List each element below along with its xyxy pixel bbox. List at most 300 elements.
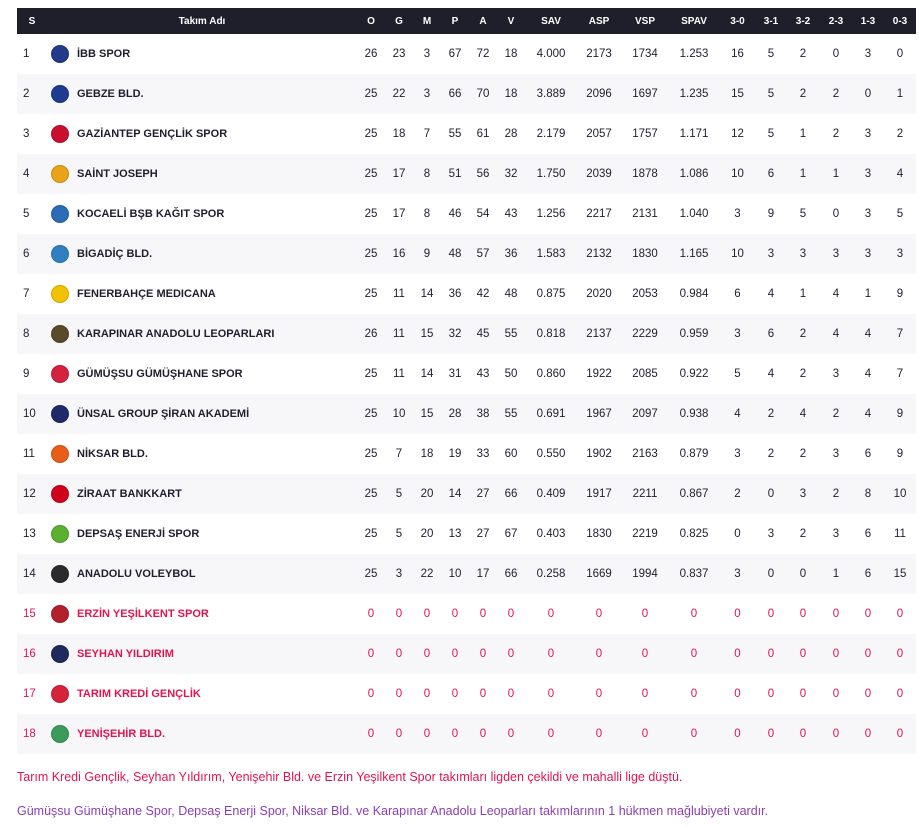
stat-cell: 7	[423, 128, 431, 140]
table-row[interactable]	[17, 394, 916, 434]
stat-cell: 22	[420, 568, 434, 580]
stat-cell: 6	[767, 168, 775, 180]
stat-cell: 2	[832, 128, 840, 140]
stat-cell: 0	[767, 728, 775, 740]
stat-cell: 33	[476, 448, 490, 460]
team-name[interactable]: SAİNT JOSEPH	[77, 168, 158, 180]
team-cell[interactable]	[47, 34, 357, 74]
stat-cell: 1	[799, 128, 807, 140]
stat-cell: 25	[364, 168, 378, 180]
stat-cell: 0	[451, 728, 459, 740]
stat-cell: 2	[799, 88, 807, 100]
stat-cell: 11	[393, 288, 405, 300]
stat-cell: 3.889	[536, 88, 566, 100]
stat-cell: 0	[595, 728, 603, 740]
stat-cell: 0.550	[536, 448, 566, 460]
table-row[interactable]	[17, 154, 916, 194]
stat-cell: 10	[392, 408, 406, 420]
stat-cell: 1757	[632, 128, 658, 140]
team-cell[interactable]	[47, 674, 357, 714]
stat-cell: 0	[767, 648, 775, 660]
stat-cell: 0.984	[679, 288, 709, 300]
stat-cell: 14	[420, 368, 434, 380]
stat-cell: 6	[767, 328, 775, 340]
stat-cell: 18	[420, 448, 434, 460]
stat-cell: 1	[832, 568, 840, 580]
stat-cell: 6	[864, 448, 872, 460]
stat-cell: 2219	[632, 528, 658, 540]
stat-cell: 3	[423, 88, 431, 100]
stat-cell: 0	[864, 688, 872, 700]
stat-cell: 61	[476, 128, 490, 140]
column-header: S	[28, 15, 36, 27]
team-cell[interactable]	[47, 274, 357, 314]
stat-cell: 0.922	[679, 368, 709, 380]
stat-cell: 0.409	[536, 488, 566, 500]
team-name[interactable]: BİGADİÇ BLD.	[77, 248, 153, 260]
column-header: A	[479, 15, 487, 27]
table-row[interactable]	[17, 34, 916, 74]
table-row[interactable]	[17, 234, 916, 274]
stat-cell: 1734	[632, 48, 658, 60]
stat-cell: 1994	[632, 568, 658, 580]
stat-cell: 4	[734, 408, 741, 420]
stat-cell: 2	[832, 488, 840, 500]
rank-cell: 7	[23, 288, 30, 300]
stat-cell: 14	[420, 288, 434, 300]
table-row[interactable]	[17, 274, 916, 314]
stat-cell: 18	[504, 88, 518, 100]
stat-cell: 0	[423, 728, 431, 740]
stat-cell: 2096	[586, 88, 612, 100]
stat-cell: 10	[731, 248, 744, 260]
stat-cell: 43	[504, 208, 518, 220]
stat-cell: 0	[641, 608, 649, 620]
stat-cell: 3	[864, 128, 872, 140]
team-name[interactable]: GÜMÜŞSU GÜMÜŞHANE SPOR	[77, 368, 243, 380]
team-logo-icon	[51, 165, 69, 183]
stat-cell: 3	[864, 168, 872, 180]
stat-cell: 0	[451, 688, 459, 700]
team-cell[interactable]	[47, 394, 357, 434]
standings-table	[17, 8, 916, 754]
stat-cell: 11	[894, 528, 906, 540]
team-name[interactable]: NİKSAR BLD.	[77, 448, 148, 460]
stat-cell: 0	[507, 608, 515, 620]
stat-cell: 0	[767, 608, 775, 620]
stat-cell: 4	[864, 408, 872, 420]
stat-cell: 0.403	[536, 528, 566, 540]
stat-cell: 3	[423, 48, 431, 60]
team-info	[47, 685, 357, 703]
stat-cell: 11	[393, 328, 405, 340]
stat-cell: 0	[641, 648, 649, 660]
stat-cell: 18	[392, 128, 406, 140]
team-logo-icon	[51, 725, 69, 743]
stat-cell: 2	[896, 128, 904, 140]
stat-cell: 1.583	[536, 248, 566, 260]
stat-cell: 0	[799, 728, 807, 740]
team-cell[interactable]	[47, 354, 357, 394]
stat-cell: 31	[448, 368, 462, 380]
team-logo-icon	[51, 565, 69, 583]
stat-cell: 1669	[586, 568, 612, 580]
stat-cell: 19	[448, 448, 462, 460]
table-row[interactable]	[17, 74, 916, 114]
team-cell[interactable]	[47, 194, 357, 234]
stat-cell: 4	[832, 328, 840, 340]
stat-cell: 6	[864, 568, 872, 580]
column-header: V	[507, 15, 515, 27]
stat-cell: 0	[479, 688, 487, 700]
stat-cell: 2	[767, 408, 775, 420]
rank-cell: 11	[23, 448, 35, 460]
stat-cell: 25	[364, 408, 378, 420]
team-cell[interactable]	[47, 434, 357, 474]
stat-cell: 48	[504, 288, 518, 300]
stat-cell: 3	[734, 448, 741, 460]
stat-cell: 4	[896, 168, 904, 180]
stat-cell: 0	[767, 688, 775, 700]
stat-cell: 57	[476, 248, 490, 260]
stat-cell: 48	[448, 248, 462, 260]
team-info	[47, 405, 357, 423]
team-name[interactable]: DEPSAŞ ENERJİ SPOR	[77, 528, 200, 540]
stat-cell: 1	[864, 288, 872, 300]
team-cell[interactable]	[47, 314, 357, 354]
stat-cell: 0	[367, 728, 375, 740]
stat-cell: 55	[504, 328, 518, 340]
team-cell[interactable]	[47, 594, 357, 634]
stat-cell: 2097	[632, 408, 658, 420]
stat-cell: 26	[364, 328, 378, 340]
team-name[interactable]: SEYHAN YILDIRIM	[77, 648, 174, 660]
column-header: SPAV	[681, 15, 707, 27]
team-name[interactable]: ERZİN YEŞİLKENT SPOR	[77, 608, 209, 620]
stat-cell: 3	[832, 528, 840, 540]
stat-cell: 2057	[586, 128, 612, 140]
stat-cell: 25	[364, 248, 378, 260]
stat-cell: 42	[476, 288, 490, 300]
stat-cell: 45	[476, 328, 490, 340]
table-row[interactable]	[17, 474, 916, 514]
column-header: SAV	[541, 15, 561, 27]
stat-cell: 2131	[632, 208, 658, 220]
stat-cell: 0	[896, 728, 904, 740]
team-name[interactable]: TARIM KREDİ GENÇLİK	[77, 688, 201, 700]
stat-cell: 0	[641, 688, 649, 700]
stat-cell: 2163	[632, 448, 658, 460]
table-row[interactable]	[17, 354, 916, 394]
stat-cell: 0	[734, 608, 741, 620]
stat-cell: 0	[423, 688, 431, 700]
team-name[interactable]: ÜNSAL GROUP ŞİRAN AKADEMİ	[77, 408, 250, 420]
stat-cell: 0	[799, 568, 807, 580]
rank-cell: 10	[23, 408, 36, 420]
stat-cell: 0	[367, 608, 375, 620]
stat-cell: 1.171	[679, 128, 709, 140]
stat-cell: 70	[476, 88, 490, 100]
stat-cell: 5	[395, 488, 403, 500]
team-logo-icon	[51, 685, 69, 703]
stat-cell: 1	[799, 288, 807, 300]
stat-cell: 17	[392, 208, 406, 220]
stat-cell: 0.867	[679, 488, 709, 500]
stat-cell: 9	[767, 208, 775, 220]
stat-cell: 2137	[586, 328, 612, 340]
stat-cell: 0	[832, 648, 840, 660]
column-header: G	[395, 15, 403, 27]
team-name[interactable]: FENERBAHÇE MEDICANA	[77, 288, 216, 300]
stat-cell: 5	[767, 88, 775, 100]
stat-cell: 67	[448, 48, 462, 60]
stat-cell: 0	[395, 688, 403, 700]
stat-cell: 0	[734, 648, 741, 660]
team-cell[interactable]	[47, 634, 357, 674]
rank-cell: 15	[23, 608, 36, 620]
column-header: P	[451, 15, 459, 27]
stat-cell: 2.179	[536, 128, 566, 140]
stat-cell: 1.253	[679, 48, 709, 60]
rank-cell: 3	[23, 128, 30, 140]
stat-cell: 3	[734, 208, 741, 220]
team-name[interactable]: ANADOLU VOLEYBOL	[77, 568, 196, 580]
team-logo-icon	[51, 125, 69, 143]
stat-cell: 2217	[586, 208, 612, 220]
stat-cell: 9	[896, 408, 904, 420]
stat-cell: 54	[476, 208, 490, 220]
rank-cell: 2	[23, 88, 30, 100]
stat-cell: 51	[448, 168, 462, 180]
rank-cell: 9	[23, 368, 30, 380]
stat-cell: 10	[731, 168, 744, 180]
team-info	[47, 45, 357, 63]
stat-cell: 25	[364, 128, 378, 140]
team-logo-icon	[51, 405, 69, 423]
stat-cell: 0	[395, 648, 403, 660]
stat-cell: 2	[799, 528, 807, 540]
stat-cell: 14	[448, 488, 462, 500]
table-row[interactable]	[17, 554, 916, 594]
stat-cell: 17	[476, 568, 490, 580]
stat-cell: 9	[896, 448, 904, 460]
stat-cell: 1	[832, 168, 840, 180]
team-info	[47, 325, 357, 343]
stat-cell: 0	[734, 688, 741, 700]
stat-cell: 0	[864, 88, 872, 100]
column-header: 0-3	[892, 15, 908, 27]
stat-cell: 25	[364, 368, 378, 380]
stat-cell: 2039	[586, 168, 612, 180]
team-name[interactable]: İBB SPOR	[77, 48, 131, 60]
stat-cell: 0	[479, 648, 487, 660]
table-row[interactable]	[17, 514, 916, 554]
stat-cell: 0	[832, 688, 840, 700]
stat-cell: 0	[864, 648, 872, 660]
stat-cell: 1967	[586, 408, 612, 420]
stat-cell: 0	[547, 648, 555, 660]
stat-cell: 5	[767, 128, 775, 140]
stat-cell: 28	[448, 408, 462, 420]
team-cell[interactable]	[47, 474, 357, 514]
stat-cell: 0	[690, 688, 698, 700]
team-info	[47, 525, 357, 543]
stat-cell: 15	[420, 408, 434, 420]
table-row[interactable]	[17, 714, 916, 754]
stat-cell: 4.000	[536, 48, 566, 60]
stat-cell: 0	[734, 728, 741, 740]
stat-cell: 55	[504, 408, 518, 420]
team-cell[interactable]	[47, 114, 357, 154]
stat-cell: 1.750	[536, 168, 566, 180]
table-row[interactable]	[17, 114, 916, 154]
team-cell[interactable]	[47, 514, 357, 554]
table-row[interactable]	[17, 634, 916, 674]
team-name[interactable]: KOCAELİ BŞB KAĞIT SPOR	[77, 208, 225, 220]
table-row[interactable]	[17, 594, 916, 634]
team-cell[interactable]	[47, 154, 357, 194]
stat-cell: 27	[476, 488, 490, 500]
stat-cell: 0	[864, 728, 872, 740]
stat-cell: 6	[864, 528, 872, 540]
stat-cell: 0	[423, 648, 431, 660]
stat-cell: 5	[799, 208, 807, 220]
stat-cell: 15	[893, 568, 907, 580]
stat-cell: 3	[767, 528, 775, 540]
stat-cell: 1.086	[679, 168, 709, 180]
team-info	[47, 85, 357, 103]
rank-cell: 5	[23, 208, 30, 220]
team-name[interactable]: ZİRAAT BANKKART	[77, 488, 182, 500]
stat-cell: 0.818	[536, 328, 566, 340]
stat-cell: 0.879	[679, 448, 709, 460]
column-header: 1-3	[860, 15, 876, 27]
stat-cell: 8	[423, 168, 431, 180]
stat-cell: 4	[767, 368, 775, 380]
stat-cell: 0	[799, 608, 807, 620]
rank-cell: 8	[23, 328, 30, 340]
standings-table-container	[17, 8, 908, 754]
stat-cell: 4	[864, 328, 872, 340]
stat-cell: 5	[734, 368, 741, 380]
stat-cell: 0	[451, 648, 459, 660]
team-logo-icon	[51, 245, 69, 263]
stat-cell: 4	[799, 408, 807, 420]
stat-cell: 26	[364, 48, 378, 60]
stat-cell: 0	[595, 608, 603, 620]
team-name[interactable]: GEBZE BLD.	[77, 88, 144, 100]
stat-cell: 3	[734, 328, 741, 340]
stat-cell: 1.256	[536, 208, 566, 220]
forfeit-note: Gümüşsu Gümüşhane Spor, Depsaş Enerji Spor, Niksar Bld. ve Karapınar Anadolu Leoparları takımlarının 1 hükmen mağlubiyeti vardır.	[17, 804, 769, 818]
stat-cell: 1902	[586, 448, 612, 460]
column-header: M	[422, 15, 432, 27]
team-cell[interactable]	[47, 234, 357, 274]
table-row[interactable]	[17, 674, 916, 714]
team-info	[47, 165, 357, 183]
team-logo-icon	[51, 605, 69, 623]
stat-cell: 32	[448, 328, 462, 340]
stat-cell: 1	[799, 168, 807, 180]
stat-cell: 3	[395, 568, 403, 580]
team-cell[interactable]	[47, 74, 357, 114]
stat-cell: 4	[767, 288, 775, 300]
stat-cell: 0	[896, 48, 904, 60]
stat-cell: 5	[896, 208, 904, 220]
stat-cell: 2	[799, 368, 807, 380]
stat-cell: 0.938	[679, 408, 709, 420]
column-header: 3-2	[795, 15, 811, 27]
stat-cell: 10	[893, 488, 907, 500]
stat-cell: 0	[832, 208, 840, 220]
table-row[interactable]	[17, 434, 916, 474]
team-logo-icon	[51, 645, 69, 663]
team-info	[47, 565, 357, 583]
stat-cell: 1830	[632, 248, 658, 260]
stat-cell: 0	[479, 608, 487, 620]
stat-cell: 36	[504, 248, 518, 260]
stat-cell: 0	[395, 608, 403, 620]
stat-cell: 3	[799, 488, 807, 500]
stat-cell: 2229	[632, 328, 658, 340]
stat-cell: 0.691	[536, 408, 566, 420]
stat-cell: 0.875	[536, 288, 566, 300]
stat-cell: 9	[896, 288, 904, 300]
stat-cell: 0.860	[536, 368, 566, 380]
stat-cell: 4	[832, 288, 840, 300]
stat-cell: 0	[832, 608, 840, 620]
column-header: VSP	[634, 15, 655, 27]
rank-cell: 4	[23, 168, 30, 180]
stat-cell: 50	[504, 368, 518, 380]
stat-cell: 0	[547, 688, 555, 700]
stat-cell: 67	[504, 528, 518, 540]
table-row[interactable]	[17, 314, 916, 354]
stat-cell: 2	[734, 488, 741, 500]
team-logo-icon	[51, 85, 69, 103]
stat-cell: 0	[864, 608, 872, 620]
stat-cell: 2173	[586, 48, 612, 60]
stat-cell: 10	[448, 568, 462, 580]
stat-cell: 23	[392, 48, 406, 60]
stat-cell: 3	[832, 248, 840, 260]
stat-cell: 2053	[632, 288, 658, 300]
stat-cell: 22	[392, 88, 406, 100]
stat-cell: 0	[767, 488, 775, 500]
team-name[interactable]: KARAPINAR ANADOLU LEOPARLARI	[77, 328, 275, 340]
team-cell[interactable]	[47, 714, 357, 754]
stat-cell: 11	[393, 368, 405, 380]
stat-cell: 3	[832, 448, 840, 460]
team-logo-icon	[51, 325, 69, 343]
stat-cell: 0.258	[536, 568, 566, 580]
stat-cell: 2132	[586, 248, 612, 260]
stat-cell: 3	[864, 48, 872, 60]
team-info	[47, 645, 357, 663]
team-cell[interactable]	[47, 554, 357, 594]
team-name[interactable]: GAZİANTEP GENÇLİK SPOR	[77, 128, 228, 140]
stat-cell: 2	[767, 448, 775, 460]
rank-cell: 14	[23, 568, 36, 580]
stat-cell: 0	[799, 688, 807, 700]
column-header: ASP	[588, 15, 610, 27]
stat-cell: 8	[864, 488, 872, 500]
team-name[interactable]: YENİŞEHİR BLD.	[77, 728, 166, 740]
rank-cell: 6	[23, 248, 30, 260]
stat-cell: 1.040	[679, 208, 709, 220]
stat-cell: 2	[799, 48, 807, 60]
table-row[interactable]	[17, 194, 916, 234]
